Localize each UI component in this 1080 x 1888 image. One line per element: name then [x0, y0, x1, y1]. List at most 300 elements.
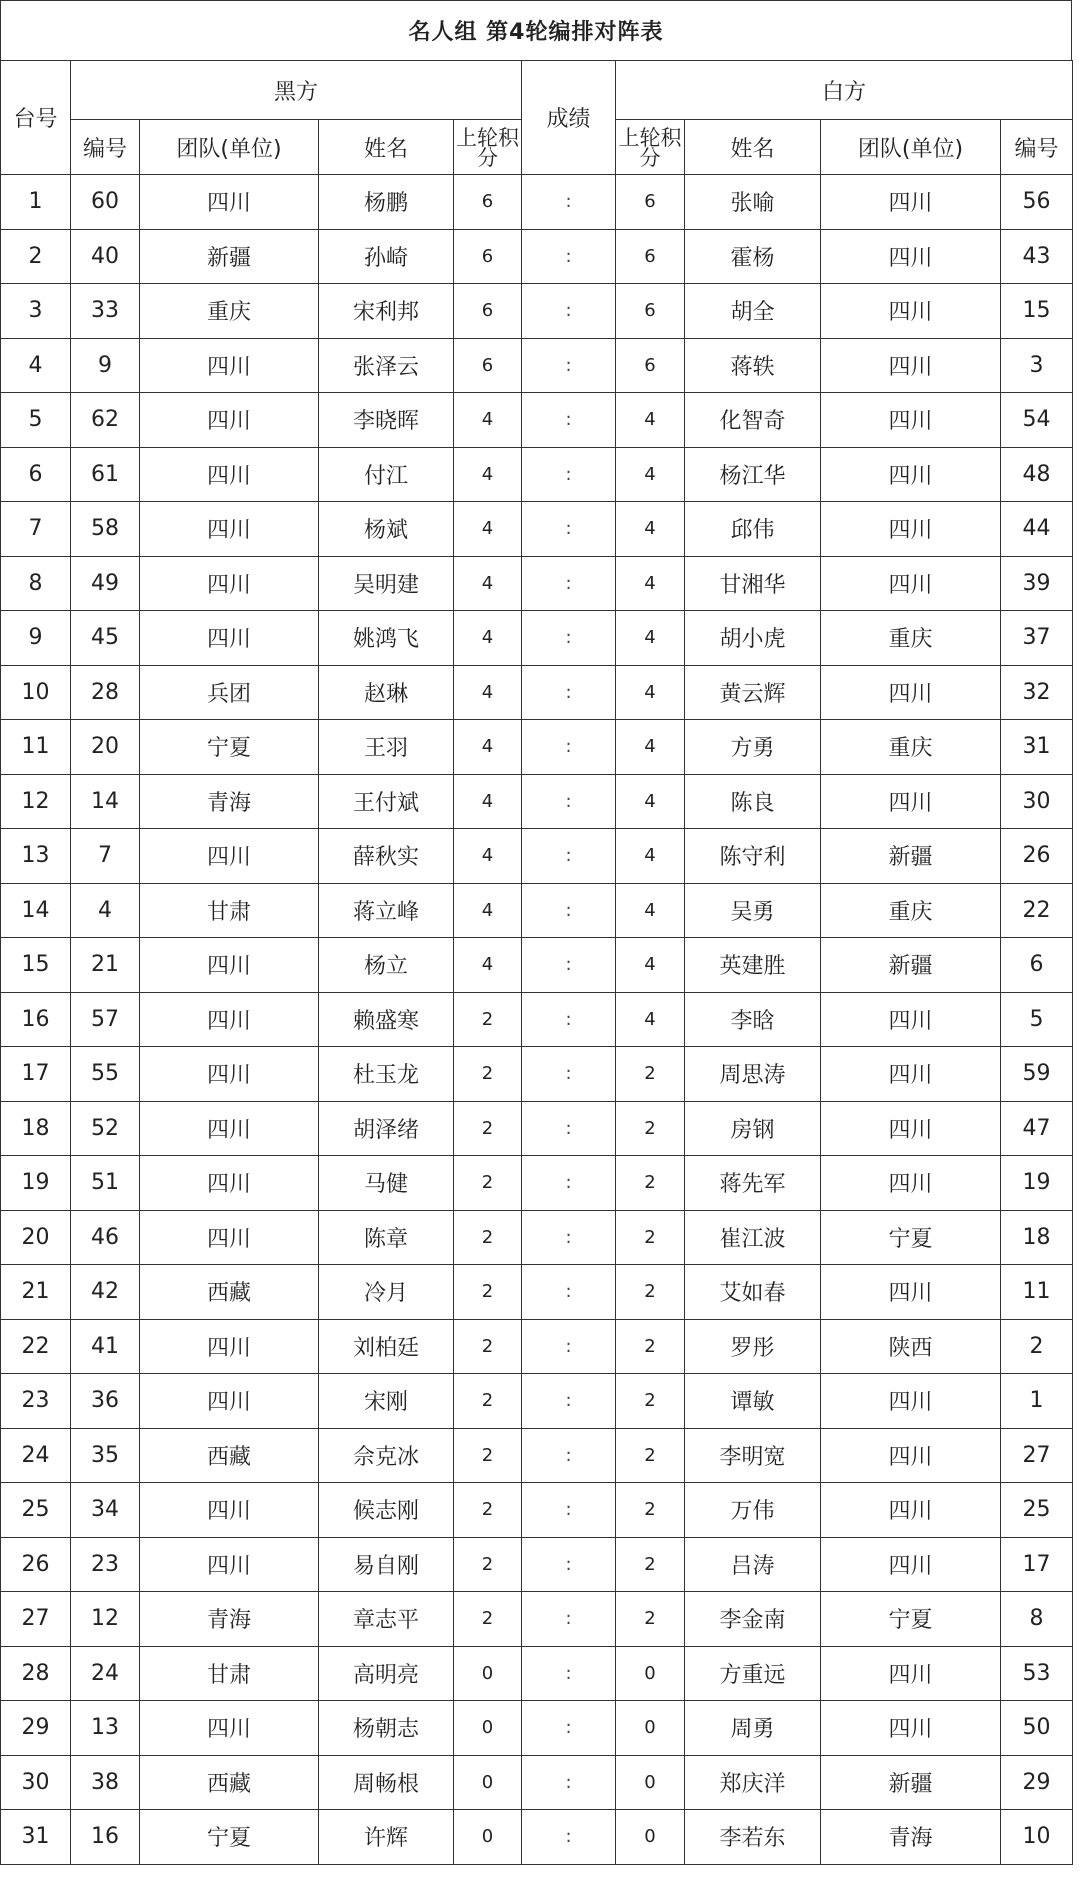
- header-white-team: 团队(单位): [821, 120, 1001, 175]
- table-row: [1, 338, 1073, 393]
- table-row: [1, 883, 1073, 938]
- black-team-cell: 四川: [140, 1101, 319, 1156]
- white-name-cell: 郑庆洋: [685, 1755, 821, 1810]
- white-team-cell: 四川: [821, 1374, 1001, 1429]
- white-name-cell: 蒋先军: [685, 1156, 821, 1211]
- white-team-cell: 新疆: [821, 938, 1001, 993]
- header-black: 黑方: [71, 61, 522, 120]
- black-team-cell: 新疆: [140, 229, 319, 284]
- black-number-cell: 13: [71, 1701, 140, 1756]
- black-number-cell: 41: [71, 1319, 140, 1374]
- white-team-cell: 新疆: [821, 829, 1001, 884]
- white-prev-points-cell: 6: [616, 229, 685, 284]
- black-team-cell: 四川: [140, 1210, 319, 1265]
- white-number-cell: 19: [1001, 1156, 1073, 1211]
- white-number-cell: 5: [1001, 992, 1073, 1047]
- white-prev-points-cell: 2: [616, 1537, 685, 1592]
- table-row: [1, 1156, 1073, 1211]
- black-team-cell: 四川: [140, 447, 319, 502]
- white-prev-points-cell: 4: [616, 720, 685, 775]
- header-result: 成绩: [522, 61, 616, 175]
- white-prev-points-cell: 2: [616, 1047, 685, 1102]
- black-prev-points-cell: 4: [454, 774, 522, 829]
- white-number-cell: 54: [1001, 393, 1073, 448]
- result-cell: :: [522, 393, 616, 448]
- black-number-cell: 60: [71, 175, 140, 230]
- black-number-cell: 55: [71, 1047, 140, 1102]
- black-prev-points-cell: 2: [454, 1592, 522, 1647]
- white-prev-points-cell: 6: [616, 175, 685, 230]
- black-number-cell: 24: [71, 1646, 140, 1701]
- result-cell: :: [522, 1156, 616, 1211]
- white-name-cell: 蒋轶: [685, 338, 821, 393]
- board-cell: 9: [1, 611, 71, 666]
- black-prev-points-cell: 4: [454, 502, 522, 557]
- table-row: [1, 1810, 1073, 1865]
- white-number-cell: 32: [1001, 665, 1073, 720]
- black-name-cell: 杜玉龙: [319, 1047, 454, 1102]
- table-row: [1, 175, 1073, 230]
- black-prev-points-cell: 2: [454, 992, 522, 1047]
- white-number-cell: 17: [1001, 1537, 1073, 1592]
- white-prev-points-cell: 4: [616, 829, 685, 884]
- black-number-cell: 62: [71, 393, 140, 448]
- black-name-cell: 赵琳: [319, 665, 454, 720]
- result-cell: :: [522, 938, 616, 993]
- black-team-cell: 四川: [140, 938, 319, 993]
- black-name-cell: 周畅根: [319, 1755, 454, 1810]
- white-team-cell: 重庆: [821, 883, 1001, 938]
- result-cell: :: [522, 1755, 616, 1810]
- black-team-cell: 甘肃: [140, 1646, 319, 1701]
- black-team-cell: 四川: [140, 556, 319, 611]
- black-prev-points-cell: 4: [454, 665, 522, 720]
- page-title: 名人组 第4轮编排对阵表: [0, 0, 1072, 60]
- black-name-cell: 陈章: [319, 1210, 454, 1265]
- white-name-cell: 黄云辉: [685, 665, 821, 720]
- white-number-cell: 22: [1001, 883, 1073, 938]
- white-name-cell: 陈良: [685, 774, 821, 829]
- white-name-cell: 吕涛: [685, 1537, 821, 1592]
- black-number-cell: 61: [71, 447, 140, 502]
- header-black-name: 姓名: [319, 120, 454, 175]
- black-name-cell: 刘柏廷: [319, 1319, 454, 1374]
- white-team-cell: 四川: [821, 447, 1001, 502]
- black-prev-points-cell: 0: [454, 1810, 522, 1865]
- board-cell: 29: [1, 1701, 71, 1756]
- white-number-cell: 44: [1001, 502, 1073, 557]
- black-prev-points-cell: 2: [454, 1319, 522, 1374]
- white-team-cell: 四川: [821, 1101, 1001, 1156]
- black-team-cell: 四川: [140, 175, 319, 230]
- black-name-cell: 姚鸿飞: [319, 611, 454, 666]
- black-prev-points-cell: 4: [454, 720, 522, 775]
- board-cell: 20: [1, 1210, 71, 1265]
- table-row: [1, 447, 1073, 502]
- black-team-cell: 西藏: [140, 1755, 319, 1810]
- white-number-cell: 59: [1001, 1047, 1073, 1102]
- black-prev-points-cell: 2: [454, 1101, 522, 1156]
- white-prev-points-cell: 2: [616, 1156, 685, 1211]
- result-cell: :: [522, 1210, 616, 1265]
- black-name-cell: 王羽: [319, 720, 454, 775]
- white-name-cell: 吴勇: [685, 883, 821, 938]
- white-team-cell: 四川: [821, 665, 1001, 720]
- table-row: [1, 829, 1073, 884]
- white-prev-points-cell: 2: [616, 1592, 685, 1647]
- black-prev-points-cell: 4: [454, 447, 522, 502]
- board-cell: 14: [1, 883, 71, 938]
- black-name-cell: 张泽云: [319, 338, 454, 393]
- white-team-cell: 陕西: [821, 1319, 1001, 1374]
- black-prev-points-cell: 2: [454, 1210, 522, 1265]
- white-team-cell: 宁夏: [821, 1592, 1001, 1647]
- board-cell: 7: [1, 502, 71, 557]
- white-number-cell: 1: [1001, 1374, 1073, 1429]
- result-cell: :: [522, 1701, 616, 1756]
- white-prev-points-cell: 4: [616, 447, 685, 502]
- black-name-cell: 杨立: [319, 938, 454, 993]
- black-name-cell: 章志平: [319, 1592, 454, 1647]
- result-cell: :: [522, 883, 616, 938]
- black-team-cell: 西藏: [140, 1428, 319, 1483]
- table-row: [1, 720, 1073, 775]
- result-cell: :: [522, 1047, 616, 1102]
- black-team-cell: 四川: [140, 829, 319, 884]
- black-prev-points-cell: 2: [454, 1428, 522, 1483]
- result-cell: :: [522, 1810, 616, 1865]
- white-team-cell: 四川: [821, 175, 1001, 230]
- black-team-cell: 宁夏: [140, 720, 319, 775]
- table-row: [1, 1319, 1073, 1374]
- white-name-cell: 李晗: [685, 992, 821, 1047]
- black-number-cell: 40: [71, 229, 140, 284]
- result-cell: :: [522, 338, 616, 393]
- white-prev-points-cell: 0: [616, 1646, 685, 1701]
- result-cell: :: [522, 774, 616, 829]
- table-row: [1, 393, 1073, 448]
- table-row: [1, 1101, 1073, 1156]
- table-row: [1, 1592, 1073, 1647]
- white-name-cell: 周思涛: [685, 1047, 821, 1102]
- black-name-cell: 孙崎: [319, 229, 454, 284]
- table-row: [1, 1537, 1073, 1592]
- black-number-cell: 38: [71, 1755, 140, 1810]
- white-team-cell: 四川: [821, 556, 1001, 611]
- table-row: [1, 284, 1073, 339]
- black-team-cell: 四川: [140, 1701, 319, 1756]
- white-number-cell: 48: [1001, 447, 1073, 502]
- black-prev-points-cell: 2: [454, 1374, 522, 1429]
- black-name-cell: 冷月: [319, 1265, 454, 1320]
- white-team-cell: 青海: [821, 1810, 1001, 1865]
- result-cell: :: [522, 284, 616, 339]
- black-prev-points-cell: 4: [454, 611, 522, 666]
- white-number-cell: 47: [1001, 1101, 1073, 1156]
- result-cell: :: [522, 992, 616, 1047]
- board-cell: 19: [1, 1156, 71, 1211]
- black-name-cell: 吴明建: [319, 556, 454, 611]
- board-cell: 22: [1, 1319, 71, 1374]
- black-prev-points-cell: 2: [454, 1047, 522, 1102]
- board-cell: 3: [1, 284, 71, 339]
- white-name-cell: 胡全: [685, 284, 821, 339]
- white-team-cell: 四川: [821, 502, 1001, 557]
- black-name-cell: 宋刚: [319, 1374, 454, 1429]
- black-number-cell: 7: [71, 829, 140, 884]
- black-prev-points-cell: 2: [454, 1483, 522, 1538]
- black-prev-points-cell: 6: [454, 284, 522, 339]
- black-number-cell: 21: [71, 938, 140, 993]
- black-number-cell: 58: [71, 502, 140, 557]
- result-cell: :: [522, 556, 616, 611]
- white-prev-points-cell: 2: [616, 1101, 685, 1156]
- black-team-cell: 重庆: [140, 284, 319, 339]
- black-team-cell: 四川: [140, 338, 319, 393]
- pairing-table: [0, 60, 1073, 1865]
- white-team-cell: 四川: [821, 1483, 1001, 1538]
- white-team-cell: 四川: [821, 1428, 1001, 1483]
- black-number-cell: 57: [71, 992, 140, 1047]
- white-team-cell: 四川: [821, 1265, 1001, 1320]
- black-number-cell: 35: [71, 1428, 140, 1483]
- white-name-cell: 罗彤: [685, 1319, 821, 1374]
- black-prev-points-cell: 4: [454, 829, 522, 884]
- white-name-cell: 陈守利: [685, 829, 821, 884]
- black-prev-points-cell: 0: [454, 1701, 522, 1756]
- white-team-cell: 四川: [821, 393, 1001, 448]
- white-team-cell: 四川: [821, 284, 1001, 339]
- white-team-cell: 四川: [821, 992, 1001, 1047]
- board-cell: 17: [1, 1047, 71, 1102]
- table-row: [1, 938, 1073, 993]
- black-number-cell: 14: [71, 774, 140, 829]
- white-prev-points-cell: 4: [616, 393, 685, 448]
- board-cell: 18: [1, 1101, 71, 1156]
- white-name-cell: 方重远: [685, 1646, 821, 1701]
- header-white-name: 姓名: [685, 120, 821, 175]
- white-team-cell: 重庆: [821, 611, 1001, 666]
- white-name-cell: 霍杨: [685, 229, 821, 284]
- black-team-cell: 青海: [140, 1592, 319, 1647]
- black-prev-points-cell: 2: [454, 1265, 522, 1320]
- black-name-cell: 许辉: [319, 1810, 454, 1865]
- result-cell: :: [522, 829, 616, 884]
- white-prev-points-cell: 4: [616, 502, 685, 557]
- white-team-cell: 宁夏: [821, 1210, 1001, 1265]
- result-cell: :: [522, 1428, 616, 1483]
- black-prev-points-cell: 4: [454, 938, 522, 993]
- white-number-cell: 15: [1001, 284, 1073, 339]
- black-team-cell: 青海: [140, 774, 319, 829]
- white-prev-points-cell: 6: [616, 338, 685, 393]
- white-prev-points-cell: 0: [616, 1810, 685, 1865]
- white-number-cell: 31: [1001, 720, 1073, 775]
- white-name-cell: 方勇: [685, 720, 821, 775]
- white-prev-points-cell: 4: [616, 938, 685, 993]
- black-name-cell: 付江: [319, 447, 454, 502]
- result-cell: :: [522, 720, 616, 775]
- white-prev-points-cell: 4: [616, 992, 685, 1047]
- black-team-cell: 四川: [140, 611, 319, 666]
- white-number-cell: 56: [1001, 175, 1073, 230]
- white-name-cell: 谭敏: [685, 1374, 821, 1429]
- white-name-cell: 胡小虎: [685, 611, 821, 666]
- result-cell: :: [522, 1101, 616, 1156]
- table-row: [1, 1701, 1073, 1756]
- black-number-cell: 20: [71, 720, 140, 775]
- white-number-cell: 26: [1001, 829, 1073, 884]
- result-cell: :: [522, 611, 616, 666]
- black-name-cell: 高明亮: [319, 1646, 454, 1701]
- table-row: [1, 1374, 1073, 1429]
- white-number-cell: 10: [1001, 1810, 1073, 1865]
- black-prev-points-cell: 4: [454, 556, 522, 611]
- header-white-prev-points: 上轮积分: [616, 120, 685, 175]
- black-name-cell: 杨斌: [319, 502, 454, 557]
- black-number-cell: 49: [71, 556, 140, 611]
- black-team-cell: 四川: [140, 1537, 319, 1592]
- black-team-cell: 四川: [140, 393, 319, 448]
- board-cell: 5: [1, 393, 71, 448]
- table-row: [1, 1755, 1073, 1810]
- board-cell: 2: [1, 229, 71, 284]
- white-number-cell: 27: [1001, 1428, 1073, 1483]
- white-number-cell: 39: [1001, 556, 1073, 611]
- black-name-cell: 杨朝志: [319, 1701, 454, 1756]
- white-team-cell: 新疆: [821, 1755, 1001, 1810]
- pairing-rows: [1, 175, 1073, 1865]
- white-name-cell: 艾如春: [685, 1265, 821, 1320]
- board-cell: 31: [1, 1810, 71, 1865]
- board-cell: 24: [1, 1428, 71, 1483]
- board-cell: 12: [1, 774, 71, 829]
- header-black-number: 编号: [71, 120, 140, 175]
- table-row: [1, 556, 1073, 611]
- white-number-cell: 6: [1001, 938, 1073, 993]
- black-team-cell: 四川: [140, 1047, 319, 1102]
- header-white-number: 编号: [1001, 120, 1073, 175]
- table-row: [1, 1210, 1073, 1265]
- white-prev-points-cell: 0: [616, 1701, 685, 1756]
- white-name-cell: 英建胜: [685, 938, 821, 993]
- board-cell: 6: [1, 447, 71, 502]
- black-prev-points-cell: 4: [454, 393, 522, 448]
- white-name-cell: 张喻: [685, 175, 821, 230]
- board-cell: 25: [1, 1483, 71, 1538]
- white-number-cell: 18: [1001, 1210, 1073, 1265]
- white-team-cell: 重庆: [821, 720, 1001, 775]
- white-name-cell: 万伟: [685, 1483, 821, 1538]
- white-name-cell: 甘湘华: [685, 556, 821, 611]
- white-team-cell: 四川: [821, 1646, 1001, 1701]
- header-white: 白方: [616, 61, 1073, 120]
- white-team-cell: 四川: [821, 1156, 1001, 1211]
- black-team-cell: 兵团: [140, 665, 319, 720]
- black-number-cell: 42: [71, 1265, 140, 1320]
- black-number-cell: 45: [71, 611, 140, 666]
- board-cell: 4: [1, 338, 71, 393]
- black-name-cell: 马健: [319, 1156, 454, 1211]
- black-team-cell: 西藏: [140, 1265, 319, 1320]
- white-team-cell: 四川: [821, 1047, 1001, 1102]
- board-cell: 15: [1, 938, 71, 993]
- black-number-cell: 33: [71, 284, 140, 339]
- black-team-cell: 四川: [140, 992, 319, 1047]
- header-black-team: 团队(单位): [140, 120, 319, 175]
- black-prev-points-cell: 2: [454, 1537, 522, 1592]
- black-number-cell: 46: [71, 1210, 140, 1265]
- black-prev-points-cell: 2: [454, 1156, 522, 1211]
- black-name-cell: 王付斌: [319, 774, 454, 829]
- board-cell: 1: [1, 175, 71, 230]
- white-number-cell: 25: [1001, 1483, 1073, 1538]
- board-cell: 13: [1, 829, 71, 884]
- result-cell: :: [522, 502, 616, 557]
- board-cell: 8: [1, 556, 71, 611]
- black-name-cell: 李晓晖: [319, 393, 454, 448]
- black-prev-points-cell: 0: [454, 1646, 522, 1701]
- white-prev-points-cell: 4: [616, 611, 685, 666]
- white-prev-points-cell: 2: [616, 1210, 685, 1265]
- board-cell: 30: [1, 1755, 71, 1810]
- white-prev-points-cell: 2: [616, 1483, 685, 1538]
- black-name-cell: 胡泽绪: [319, 1101, 454, 1156]
- white-team-cell: 四川: [821, 774, 1001, 829]
- board-cell: 21: [1, 1265, 71, 1320]
- header-board: 台号: [1, 61, 71, 175]
- white-name-cell: 周勇: [685, 1701, 821, 1756]
- black-prev-points-cell: 4: [454, 883, 522, 938]
- white-name-cell: 崔江波: [685, 1210, 821, 1265]
- white-prev-points-cell: 0: [616, 1755, 685, 1810]
- white-prev-points-cell: 2: [616, 1374, 685, 1429]
- white-prev-points-cell: 2: [616, 1265, 685, 1320]
- black-number-cell: 4: [71, 883, 140, 938]
- white-number-cell: 30: [1001, 774, 1073, 829]
- board-cell: 23: [1, 1374, 71, 1429]
- black-name-cell: 易自刚: [319, 1537, 454, 1592]
- board-cell: 26: [1, 1537, 71, 1592]
- black-number-cell: 34: [71, 1483, 140, 1538]
- white-number-cell: 3: [1001, 338, 1073, 393]
- white-name-cell: 李若东: [685, 1810, 821, 1865]
- white-number-cell: 2: [1001, 1319, 1073, 1374]
- board-cell: 11: [1, 720, 71, 775]
- white-number-cell: 11: [1001, 1265, 1073, 1320]
- table-row: [1, 229, 1073, 284]
- header-black-prev-points: 上轮积分: [454, 120, 522, 175]
- white-name-cell: 杨江华: [685, 447, 821, 502]
- result-cell: :: [522, 1483, 616, 1538]
- table-row: [1, 1428, 1073, 1483]
- white-number-cell: 53: [1001, 1646, 1073, 1701]
- white-name-cell: 房钢: [685, 1101, 821, 1156]
- white-prev-points-cell: 4: [616, 556, 685, 611]
- black-prev-points-cell: 6: [454, 175, 522, 230]
- black-number-cell: 52: [71, 1101, 140, 1156]
- black-number-cell: 28: [71, 665, 140, 720]
- white-prev-points-cell: 4: [616, 883, 685, 938]
- black-prev-points-cell: 6: [454, 338, 522, 393]
- white-name-cell: 化智奇: [685, 393, 821, 448]
- black-name-cell: 薛秋实: [319, 829, 454, 884]
- result-cell: :: [522, 665, 616, 720]
- white-team-cell: 四川: [821, 338, 1001, 393]
- table-row: [1, 502, 1073, 557]
- black-team-cell: 四川: [140, 1319, 319, 1374]
- table-row: [1, 611, 1073, 666]
